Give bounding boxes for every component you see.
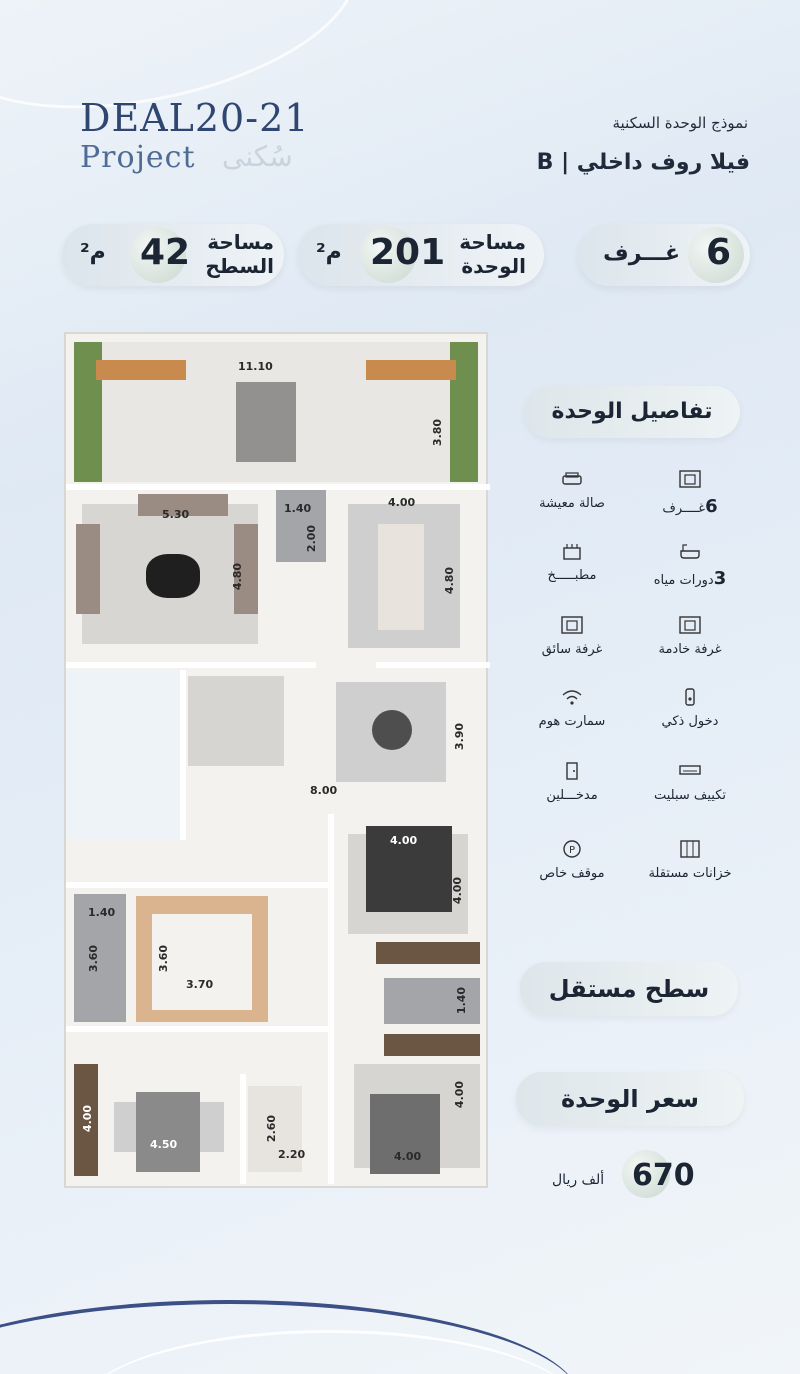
- dim-lounge-height: 3.90: [453, 722, 467, 751]
- dim-bath1-width: 1.40: [284, 502, 312, 515]
- dim-hall-width: 8.00: [310, 784, 338, 797]
- wifi-icon: [561, 688, 583, 706]
- dim-bath2-height: 3.60: [87, 944, 101, 973]
- wall: [66, 1026, 328, 1032]
- dim-bath4-height: 2.60: [265, 1114, 279, 1143]
- dim-roof-width: 11.10: [238, 360, 273, 373]
- bedroom-1-wardrobe: [376, 942, 480, 964]
- air-conditioner-icon: [679, 762, 701, 780]
- feature-split-ac-label: تكييف سبليت: [653, 788, 727, 803]
- feature-driver-room: [522, 616, 622, 657]
- feature-entrances: [522, 762, 622, 803]
- dim-bath3-height: 1.40: [455, 986, 469, 1015]
- stove-icon: [561, 542, 583, 560]
- bench-right: [366, 360, 456, 380]
- dim-living-height: 4.80: [231, 562, 245, 591]
- feature-smart-home-label: سمارت هوم: [538, 714, 606, 729]
- roof-area-label-1: مساحة: [207, 230, 274, 254]
- feature-bathrooms-count: 3: [713, 568, 727, 589]
- sofa-left: [76, 524, 100, 614]
- dim-bath1-height: 2.00: [305, 524, 319, 553]
- unit-type: فيلا روف داخلي | B: [536, 150, 750, 175]
- smart-lock-icon: [679, 688, 701, 706]
- svg-text:P: P: [568, 845, 576, 856]
- feature-bathrooms-label: 3دورات مياه: [653, 568, 727, 589]
- wardrobe-icon: [679, 840, 701, 858]
- unit-area-label-2: الوحدة: [461, 254, 526, 278]
- unit-area-stat: [298, 224, 544, 286]
- rooms-number: 6: [706, 232, 732, 273]
- feature-rooms-label: 6غــــرف: [662, 496, 718, 517]
- brand-subtitle: Project: [80, 140, 196, 175]
- feature-wardrobes: [640, 840, 740, 881]
- feature-wardrobes-label: خزانات مستقلة: [648, 866, 732, 881]
- feature-rooms: [640, 470, 740, 517]
- bedroom-2-bed: [136, 1092, 200, 1172]
- dim-kitchen-width: 3.70: [186, 978, 214, 991]
- exterior-notch: [66, 670, 180, 840]
- feature-living: [522, 470, 622, 511]
- dim-bed2-width: 4.50: [150, 1138, 178, 1151]
- unit-details-title: تفاصيل الوحدة: [524, 386, 740, 438]
- wall: [180, 670, 186, 840]
- bedroom-3-wardrobe: [384, 1034, 480, 1056]
- room-icon: [679, 616, 701, 634]
- bathroom-1: [276, 490, 326, 562]
- dim-bed1-width: 4.00: [390, 834, 418, 847]
- rooms-stat: [578, 224, 750, 286]
- room-icon: [679, 470, 701, 488]
- feature-kitchen: [522, 542, 622, 583]
- wall: [240, 1074, 246, 1184]
- rooms-label: غـــرف: [603, 241, 680, 266]
- wall: [66, 882, 328, 888]
- roof-area-stat: [62, 224, 284, 286]
- wall: [66, 662, 316, 668]
- feature-kitchen-label: مطبـــــخ: [547, 568, 597, 583]
- bench-left: [96, 360, 186, 380]
- unit-area-unit: م²: [316, 240, 342, 265]
- dim-kitchen-height: 3.60: [157, 944, 171, 973]
- feature-parking: [522, 840, 622, 881]
- dim-dining-height: 4.80: [443, 566, 457, 595]
- sofa-icon: [561, 470, 583, 488]
- feature-smart-home: [522, 688, 622, 729]
- feature-maid-room: [640, 616, 740, 657]
- dim-bath4-width: 2.20: [278, 1148, 306, 1161]
- roof-area-label-2: السطح: [205, 254, 274, 278]
- feature-entrances-label: مدخـــلين: [546, 788, 598, 803]
- feature-split-ac: [640, 762, 740, 803]
- dim-bath2-width: 1.40: [88, 906, 116, 919]
- dim-bed2-height: 4.00: [81, 1104, 95, 1133]
- dim-bed1-height: 4.00: [451, 876, 465, 905]
- feature-driver-room-label: غرفة سائق: [541, 642, 603, 657]
- dim-bed3-width: 4.00: [394, 1150, 422, 1163]
- unit-price-title: سعر الوحدة: [516, 1072, 744, 1126]
- wall: [376, 662, 490, 668]
- feature-smart-entry-label: دخول ذكي: [661, 714, 719, 729]
- dining-table: [378, 524, 424, 630]
- wall: [328, 814, 334, 1184]
- unit-area-number: 201: [370, 232, 446, 273]
- price-value: 670: [632, 1158, 695, 1193]
- feature-living-label: صالة معيشة: [539, 496, 605, 511]
- room-icon: [561, 616, 583, 634]
- feature-parking-label: موقف خاص: [539, 866, 605, 881]
- feature-smart-entry: [640, 688, 740, 729]
- brand-title: DEAL20-21: [80, 96, 310, 140]
- feature-rooms-count: 6: [705, 496, 718, 517]
- roof-area-number: 42: [140, 232, 191, 273]
- lounge-table: [372, 710, 412, 750]
- model-label: نموذج الوحدة السكنية: [612, 114, 748, 132]
- roof-area-unit: م²: [80, 240, 106, 265]
- lounge-left: [188, 676, 284, 766]
- dim-living-width: 5.30: [162, 508, 190, 521]
- independent-roof-badge: سطح مستقل: [520, 962, 738, 1016]
- feature-bathrooms: [640, 542, 740, 589]
- door-icon: [561, 762, 583, 780]
- dim-dining-width: 4.00: [388, 496, 416, 509]
- terrace-table: [236, 382, 296, 462]
- dim-roof-height: 3.80: [431, 418, 445, 447]
- coffee-table: [146, 554, 200, 598]
- parking-icon: [561, 840, 583, 858]
- unit-area-label-1: مساحة: [459, 230, 526, 254]
- floor-plan: [64, 332, 488, 1188]
- brand-arabic-mark: سُكنى: [222, 140, 293, 173]
- feature-maid-room-label: غرفة خادمة: [658, 642, 722, 657]
- dim-bed3-height: 4.00: [453, 1080, 467, 1109]
- bathtub-icon: [679, 542, 701, 560]
- price-unit: ألف ريال: [552, 1172, 605, 1188]
